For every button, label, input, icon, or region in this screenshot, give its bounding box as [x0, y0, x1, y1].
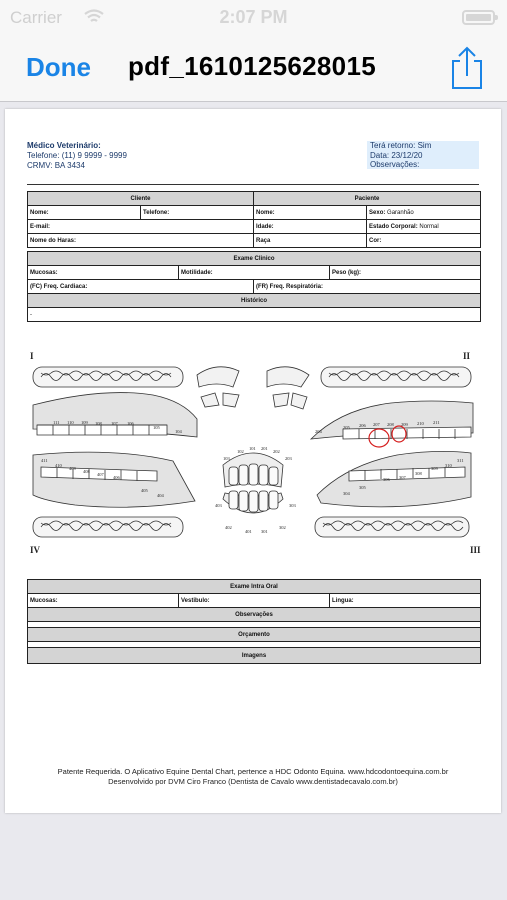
clinical-exam-table: [27, 251, 481, 280]
quadrant-2-label: II: [463, 351, 471, 361]
pdf-page: [5, 109, 501, 813]
svg-text:211: 211: [433, 420, 440, 425]
sex-label: Sexo:: [369, 209, 386, 216]
upper-incisors-side-views: [197, 367, 309, 409]
haras-label: Nome do Haras:: [28, 234, 254, 248]
svg-text:202: 202: [273, 449, 280, 454]
upper-right-occlusal: [321, 367, 471, 387]
svg-text:401: 401: [245, 529, 252, 534]
svg-text:303: 303: [289, 503, 296, 508]
svg-text:406: 406: [113, 475, 120, 480]
header-divider: [27, 184, 479, 185]
quadrant-4-label: IV: [30, 545, 41, 555]
patient-sex-cell: [367, 206, 481, 220]
svg-text:110: 110: [67, 420, 74, 425]
motility-label: Motilidade:: [179, 266, 330, 280]
return-info: [367, 141, 479, 169]
svg-text:302: 302: [279, 525, 286, 530]
breed-label: Raça: [254, 234, 367, 248]
svg-text:408: 408: [83, 469, 90, 474]
svg-text:104: 104: [175, 429, 182, 434]
document-footer: [5, 767, 501, 787]
battery-icon: [462, 10, 495, 25]
document-title: pdf_1610125628015: [128, 51, 376, 81]
svg-text:309: 309: [431, 466, 438, 471]
svg-text:403: 403: [215, 503, 222, 508]
svg-text:101: 101: [249, 446, 256, 451]
share-icon[interactable]: [449, 46, 485, 90]
svg-text:306: 306: [383, 477, 390, 482]
svg-text:103: 103: [223, 456, 230, 461]
patient-age-label: Idade:: [254, 220, 367, 234]
svg-text:404: 404: [157, 493, 164, 498]
svg-text:107: 107: [111, 421, 118, 426]
history-value: -: [28, 308, 481, 322]
svg-text:409: 409: [69, 466, 76, 471]
footer-patent: Patente Requerida. O Aplicativo Equine Dental Chart, pertence a HDC Odonto Equina. www.hdcodontoequina.com.br: [57, 767, 449, 776]
svg-text:411: 411: [41, 458, 48, 463]
svg-text:204: 204: [315, 429, 322, 434]
svg-text:301: 301: [261, 529, 268, 534]
svg-text:207: 207: [373, 422, 380, 427]
quadrant-1-label: I: [30, 351, 34, 361]
svg-text:405: 405: [141, 488, 148, 493]
svg-text:208: 208: [387, 422, 394, 427]
return-notes: Observações:: [370, 160, 420, 169]
budget-header: Orçamento: [28, 628, 481, 642]
svg-text:206: 206: [359, 423, 366, 428]
return-flag: Terá retorno: Sim: [370, 141, 432, 150]
svg-text:205: 205: [343, 425, 350, 430]
upper-left-occlusal: [33, 367, 183, 387]
svg-text:108: 108: [95, 421, 102, 426]
veterinarian-info: [27, 141, 127, 171]
svg-text:307: 307: [399, 475, 406, 480]
quadrant-3-label: III: [470, 545, 481, 555]
status-bar: [0, 0, 507, 36]
return-date: Data: 23/12/20: [370, 150, 423, 160]
status-time: 2:07 PM: [219, 7, 288, 27]
svg-text:210: 210: [417, 421, 424, 426]
heart-rate-label: (FC) Freq. Cardiaca:: [28, 280, 254, 294]
svg-text:308: 308: [415, 471, 422, 476]
lower-right-jaw: [317, 451, 471, 506]
client-header: Cliente: [28, 192, 254, 206]
svg-text:407: 407: [97, 472, 104, 477]
navigation-bar: [0, 36, 507, 102]
body-state-label: Estado Corporal:: [369, 223, 418, 230]
sex-value: Garanhão: [387, 209, 414, 216]
weight-label: Peso (kg):: [330, 266, 481, 280]
patient-body-cell: [367, 220, 481, 234]
resp-rate-label: (FR) Freq. Respiratória:: [254, 280, 481, 294]
lower-right-occlusal: [315, 517, 469, 537]
intra-oral-header: Exame Intra Oral: [28, 580, 481, 594]
svg-text:106: 106: [127, 421, 134, 426]
client-phone-label: Telefone:: [141, 206, 254, 220]
svg-text:105: 105: [153, 425, 160, 430]
mucosa-label: Mucosas:: [28, 266, 179, 280]
incisors-front-view: [223, 453, 283, 513]
observations-header: Observações: [28, 608, 481, 622]
svg-text:111: 111: [53, 420, 60, 425]
dental-chart: [27, 347, 481, 559]
vet-title: Médico Veterinário:: [27, 141, 101, 150]
clinical-exam-header: Exame Clinico: [28, 252, 481, 266]
svg-text:310: 310: [445, 463, 452, 468]
svg-text:304: 304: [343, 491, 350, 496]
svg-text:201: 201: [261, 446, 268, 451]
intra-oral-table: [27, 579, 481, 664]
client-name-label: Nome:: [28, 206, 141, 220]
vet-crmv: CRMV: BA 3434: [27, 161, 85, 170]
svg-text:203: 203: [285, 456, 292, 461]
vestibule-label: Vestibulo:: [179, 594, 330, 608]
pdf-viewer[interactable]: [0, 103, 507, 900]
color-label: Cor:: [367, 234, 481, 248]
svg-text:311: 311: [457, 458, 464, 463]
done-button[interactable]: Done: [26, 52, 91, 82]
lower-left-occlusal: [33, 517, 183, 537]
body-state-value: Normal: [419, 223, 439, 230]
client-email-label: E-mail:: [28, 220, 254, 234]
svg-text:109: 109: [81, 420, 88, 425]
images-header: Imagens: [28, 648, 481, 664]
svg-text:402: 402: [225, 525, 232, 530]
carrier-label: Carrier: [10, 8, 62, 27]
client-patient-table: [27, 191, 481, 248]
svg-text:209: 209: [401, 422, 408, 427]
clinical-rates-table: [27, 279, 481, 322]
io-mucosa-label: Mucosas:: [28, 594, 179, 608]
patient-name-label: Nome:: [254, 206, 367, 220]
tongue-label: Lingua:: [330, 594, 481, 608]
upper-left-jaw: [33, 393, 197, 437]
svg-text:102: 102: [237, 449, 244, 454]
svg-text:305: 305: [359, 485, 366, 490]
history-header: Histórico: [28, 294, 481, 308]
patient-header: Paciente: [254, 192, 481, 206]
vet-phone: Telefone: (11) 9 9999 - 9999: [27, 151, 127, 160]
svg-text:410: 410: [55, 463, 62, 468]
footer-developer: Desenvolvido por DVM Ciro Franco (Dentista de Cavalo www.dentistadecavalo.com.br): [108, 777, 398, 786]
